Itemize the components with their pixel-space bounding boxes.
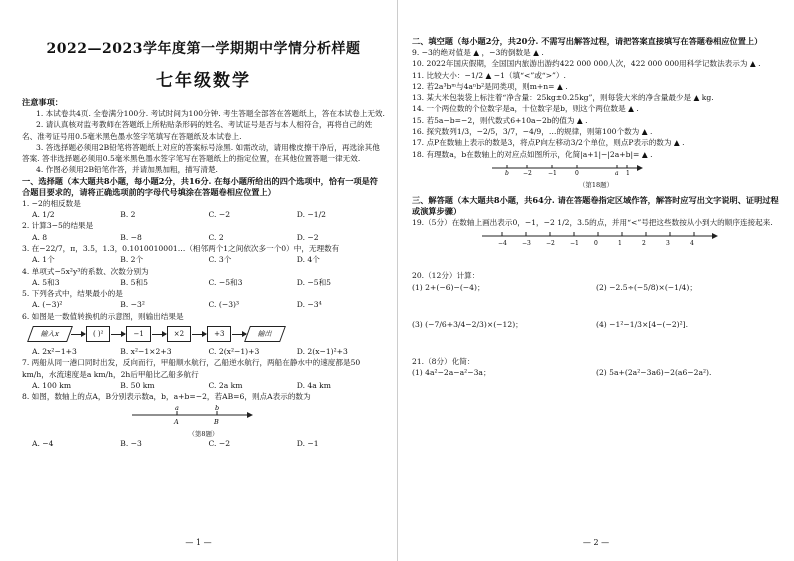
exam-subtitle: 七年级数学: [156, 71, 251, 91]
page-right: [397, 0, 794, 561]
question-3-options: [22, 254, 385, 265]
option-b: B. 50 km: [120, 380, 155, 390]
notice-4: 4. 作图必须用2B铅笔作答，并请加黑加粗，描写清楚.: [36, 165, 218, 175]
option-a: A. 1个: [32, 255, 55, 265]
question-1-options: [22, 209, 385, 220]
option-c: C. −5和3: [208, 277, 243, 287]
fill-question-10: 10. 2022年国庆假期，全国国内旅游出游约422 000 000人次，422 000 000用科学记数法表示为 ▲ .: [412, 59, 761, 69]
flow-output: 输出: [245, 326, 287, 342]
option-a: A. 8: [32, 232, 48, 242]
option-a: A. 2x²−1+3: [32, 347, 77, 357]
option-c: C. (−3)³: [208, 300, 240, 310]
option-b: B. 2: [120, 210, 136, 220]
exam-title: 2022—2023学年度第一学期期中学情分析样题: [46, 41, 361, 57]
question-19-number-line: [412, 228, 772, 248]
question-2-options: [22, 232, 385, 243]
fill-question-14: 14. 一个两位数的个位数字是a，十位数字是b，则这个两位数是 ▲ .: [412, 104, 639, 114]
option-a: A. 100 km: [32, 380, 72, 390]
question-8: 8. 如图，数轴上的点A，B分别表示数a，b，a+b=−2，若AB=6，则点A表示的数为: [22, 392, 311, 402]
page-number: — 1 —: [185, 538, 212, 547]
figure-18-caption: （第18题）: [578, 180, 614, 189]
question-7-options: [22, 380, 385, 391]
option-c: C. 2: [208, 232, 224, 242]
notice-title: 注意事项：: [22, 97, 63, 107]
option-c: C. 2(x²−1)+3: [208, 347, 260, 357]
question-8-number-line: [22, 403, 362, 425]
option-b: B. −3: [120, 438, 142, 448]
question-20-part-1: (1) 2+(−6)−(−4)；: [412, 282, 485, 292]
arrow-icon: [111, 334, 125, 335]
fill-question-17: 17. 点P在数轴上表示的数是3，将点P向左移动3/2个单位，则点P表示的数为 ▲ .: [412, 138, 685, 148]
figure-8-caption: （第8题）: [188, 429, 219, 438]
option-d: D. −3⁴: [296, 300, 322, 310]
question-8-options: [22, 438, 385, 449]
axis-tick-label: −2: [546, 240, 555, 248]
fill-question-11: 11. 比较大小：−1/2 ▲ −1（填“<”或“>”）.: [412, 70, 566, 80]
svg-text:a: a: [175, 403, 179, 412]
option-d: D. 4个: [296, 255, 320, 265]
axis-tick-label: 2: [642, 240, 646, 248]
svg-text:A: A: [174, 417, 179, 425]
flow-times-two: ×2: [167, 326, 191, 342]
question-5: 5. 下列各式中，结果最小的是: [22, 289, 123, 299]
question-21-part-1: (1) 4a²−2a−a²−3a；: [412, 368, 491, 378]
option-a: A. 1/2: [32, 210, 55, 220]
page-number: — 2 —: [582, 538, 610, 547]
option-b: B. x²−1×2+3: [120, 347, 172, 357]
fill-question-13: 13. 某大米包装袋上标注着“净含量：25kg±0.25kg”，则每袋大米的净含量最少是 ▲ kg.: [412, 93, 714, 103]
svg-text:1: 1: [626, 169, 630, 176]
notice-2: 2. 请认真核对监考教师在答题纸上所粘贴条形码的姓名、考试证号是否与本人相符合，再将自己的姓名、准考证号用0.5毫米黑色墨水签字笔填写在答题纸及本试卷上.: [22, 120, 373, 141]
question-5-options: [22, 299, 385, 310]
question-21-row: [412, 367, 780, 378]
option-d: D. −2: [296, 232, 319, 242]
fill-question-12: 12. 若2a³bᵐ与4aⁿb²是同类项，则m+n= ▲ .: [412, 81, 568, 91]
question-20-row-1: [412, 282, 780, 293]
question-1: 1. −2的相反数是: [22, 198, 81, 208]
option-a: A. 5和3: [32, 277, 60, 287]
option-d: D. −1: [296, 438, 319, 448]
question-2: 2. 计算3−5的结果是: [22, 221, 94, 231]
question-20-part-4: (4) −1²−1/3×[4−(−2)²].: [596, 319, 689, 329]
question-20-row-2: [412, 319, 780, 330]
axis-tick-label: 3: [666, 240, 670, 248]
option-b: B. −3²: [120, 300, 145, 310]
section-2-heading: 二、填空题（每小题2分，共20分. 不需写出解答过程，请把答案直接填写在答题卷相应位置上）: [412, 36, 763, 46]
conversion-flowchart: [30, 325, 385, 343]
svg-text:0: 0: [575, 169, 579, 176]
option-b: B. 5和5: [120, 277, 148, 287]
arrow-icon: [232, 334, 246, 335]
option-d: D. −1/2: [296, 210, 326, 220]
option-b: B. −8: [120, 232, 142, 242]
option-d: D. 4a km: [296, 380, 331, 390]
arrow-icon: [71, 334, 85, 335]
svg-text:a: a: [615, 169, 619, 176]
question-6-options: [22, 346, 385, 357]
option-d: D. 2(x−1)²+3: [296, 347, 348, 357]
axis-tick-label: 1: [618, 240, 622, 248]
fill-question-15: 15. 若5a−b=−2，则代数式6+10a−2b的值为 ▲ .: [412, 115, 588, 125]
svg-text:b: b: [215, 403, 220, 412]
option-d: D. −5和5: [296, 277, 332, 287]
axis-tick-label: 4: [690, 240, 694, 248]
question-20-part-2: (2) −2.5÷(−5/8)×(−1/4)；: [596, 282, 697, 292]
option-a: A. (−3)²: [32, 300, 63, 310]
option-c: C. 3个: [208, 255, 232, 265]
fill-question-9: 9. −3的绝对值是 ▲ ，−3的倒数是 ▲ .: [412, 48, 544, 57]
notice-3: 3. 答选择题必须用2B铅笔将答题纸上对应的答案标号涂黑. 如需改动，请用橡皮擦干净后，再选涂其他答案. 答非选择题必须用0.5毫米黑色墨水签字笔写在答题纸上的指定位置，在其他位置答题一律无效.: [22, 142, 380, 164]
option-b: B. 2个: [120, 255, 144, 265]
arrow-icon: [152, 334, 166, 335]
fill-question-18: 18. 有理数a，b在数轴上的对应点如图所示，化简|a+1|−|2a+b|= ▲ .: [412, 149, 653, 159]
axis-tick-label: −3: [522, 240, 531, 248]
question-4: 4. 单项式−5x²y³的系数、次数分别为: [22, 266, 149, 276]
svg-text:−2: −2: [523, 169, 532, 176]
axis-tick-label: −4: [498, 240, 507, 248]
section-1-heading: 一、选择题（本大题共8小题，每小题2分，共16分. 在每小题所给出的四个选项中，恰有一项是符合题目要求的，请将正确选项前的字母代号填涂在答题卷相应位置上）: [22, 175, 378, 197]
axis-tick-label: −1: [570, 240, 579, 248]
question-7: 7. 两船从同一港口同时出发，反向而行，甲船顺水航行，乙船逆水航行，两船在静水中的速度都是50 km/h，水流速度是a km/h，2h后甲船比乙船多航行: [22, 358, 361, 379]
svg-text:b: b: [505, 169, 509, 176]
question-18-number-line: [412, 160, 652, 176]
question-20: 20.（12分）计算：: [412, 271, 480, 281]
question-21-part-2: (2) 5a+(2a²−3a6)−2(a6−2a²).: [596, 368, 712, 378]
flow-plus-three: +3: [207, 326, 231, 342]
flow-minus-one: −1: [126, 326, 150, 342]
svg-text:−1: −1: [548, 169, 557, 176]
option-c: C. −2: [208, 210, 231, 220]
option-c: C. −2: [208, 438, 231, 448]
question-4-options: [22, 277, 385, 288]
axis-tick-label: 0: [594, 240, 598, 248]
question-20-part-3: (3) (−7/6+3/4−2/3)×(−12)；: [412, 319, 523, 329]
flow-input: 输入x: [27, 326, 73, 342]
fill-question-16: 16. 探究数列1/3，−2/5，3/7，−4/9，…的规律，则第100个数为 ▲ .: [412, 127, 653, 137]
question-19: 19.（5分）在数轴上画出表示0，−1，−2 1/2，3.5的点，并用“<”号把这些数按从小到大的顺序连接起来.: [412, 217, 773, 227]
section-3-heading: 三、解答题（本大题共8小题，共64分. 请在答题卷指定区域作答，解答时应写出文字说明、证明过程或演算步骤）: [412, 194, 779, 216]
notice-1: 1. 本试卷共4页. 全卷满分100分. 考试时间为100分钟. 考生答题全部答在答题纸上，答在本试卷上无效.: [36, 109, 385, 118]
flow-square: ( )²: [86, 326, 111, 342]
question-6: 6. 如图是一数值转换机的示意图，则输出结果是: [22, 311, 184, 321]
option-c: C. 2a km: [208, 380, 243, 390]
question-21: 21.（8分）化简：: [412, 357, 475, 367]
option-a: A. −4: [32, 438, 54, 448]
svg-text:B: B: [214, 417, 219, 425]
question-3: 3. 在−22/7，π，3.5，1.3，0.1010010001…（相邻两个1之间依次多一个0）中，无理数有: [22, 243, 340, 253]
arrow-icon: [192, 334, 206, 335]
